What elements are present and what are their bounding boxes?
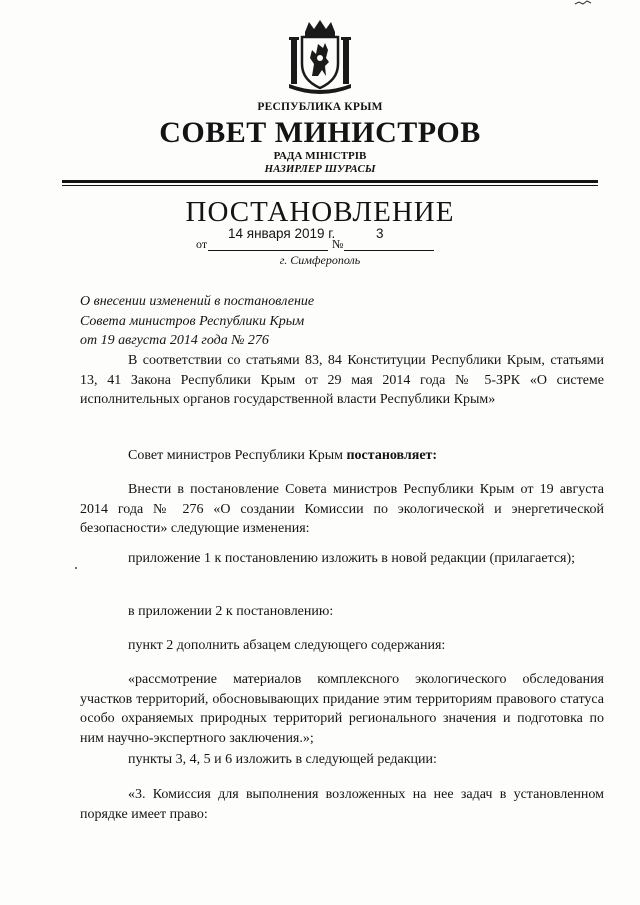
scan-corner-mark: [574, 0, 592, 6]
paragraph-appendix-2: в приложении 2 к постановлению:: [128, 604, 334, 619]
header-divider-thin: [62, 185, 598, 186]
document-city: г. Симферополь: [279, 253, 361, 267]
paragraph-amend: Внести в постановление Совета министров Республики Крым от 19 августа 2014 года № 276 «О создании Комиссии по экологической и энергетической безопасности» следующие изменения:: [80, 482, 604, 536]
date-number-row: [0, 226, 640, 251]
document-subject: [80, 292, 314, 351]
paragraph-appendix-1: приложение 1 к постановлению изложить в новой редакции (прилагается);: [128, 551, 576, 566]
header-council: СОВЕТ МИНИСТРОВ: [159, 116, 481, 149]
header-republic: РЕСПУБЛИКА КРЫМ: [257, 101, 383, 113]
paragraph-item-3: «3. Комиссия для выполнения возложенных на нее задач в установленном порядке имеет право:: [80, 787, 604, 822]
document-type: ПОСТАНОВЛЕНИЕ: [185, 196, 455, 228]
document-date: 14 января 2019 г.: [228, 226, 336, 241]
resolves-keyword: постановляет:: [346, 448, 438, 463]
subject-line: Совета министров Республики Крым: [80, 313, 305, 329]
from-label: от: [196, 237, 208, 251]
header-council-crh: НАЗИРЛЕР ШУРАСЫ: [264, 163, 376, 175]
paragraph-item-2-text: «рассмотрение материалов комплексного экологического обследования участков территорий, обосновывающих придание этим территориям правового статуса особо охраняемых природных территорий регионального значения и подготовка по ним научно-экспертного заключения.»;: [80, 672, 604, 746]
scan-speck: [75, 567, 77, 569]
subject-line: от 19 августа 2014 года № 276: [80, 333, 269, 348]
document-number: 3: [376, 226, 384, 241]
header-council-ua: РАДА МІНІСТРІВ: [273, 150, 367, 162]
header-divider-thick: [62, 180, 598, 183]
paragraph-item-2: пункт 2 дополнить абзацем следующего содержания:: [128, 638, 446, 653]
crimea-coat-of-arms-icon: [285, 18, 355, 94]
paragraph-items-3-6: пункты 3, 4, 5 и 6 изложить в следующей редакции:: [128, 752, 437, 767]
number-label: №: [332, 237, 344, 251]
paragraph-legal-basis: В соответствии со статьями 83, 84 Конституции Республики Крым, статьями 13, 41 Закона Республики Крым от 29 мая 2014 года № 5-ЗРК «О системе исполнительных органов государственной власти Республики Крым»: [80, 353, 604, 407]
paragraph-resolves: [80, 446, 604, 466]
resolves-text: Совет министров Республики Крым: [128, 448, 347, 463]
date-underline: [208, 250, 328, 251]
subject-line: О внесении изменений в постановление: [80, 294, 315, 309]
number-underline: [344, 250, 434, 251]
